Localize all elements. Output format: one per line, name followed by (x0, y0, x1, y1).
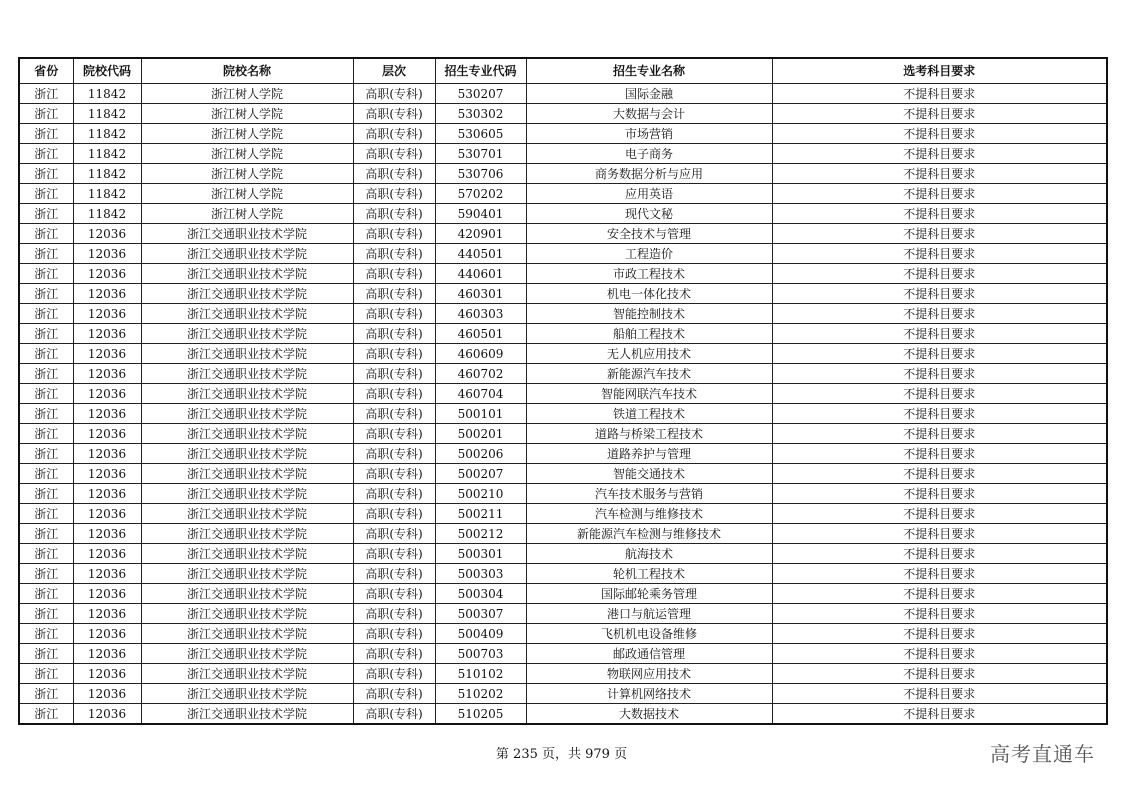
cell-major-code: 500301 (435, 544, 526, 564)
cell-school-name: 浙江交通职业技术学院 (141, 464, 353, 484)
cell-major-code: 530701 (435, 144, 526, 164)
cell-major-name: 安全技术与管理 (526, 224, 772, 244)
table-row (19, 344, 1107, 364)
cell-major-name: 大数据与会计 (526, 104, 772, 124)
header-school-code: 院校代码 (73, 58, 141, 84)
cell-school-code: 12036 (73, 424, 141, 444)
cell-major-code: 500211 (435, 504, 526, 524)
cell-major-name: 航海技术 (526, 544, 772, 564)
cell-major-code: 510202 (435, 684, 526, 704)
cell-school-code: 12036 (73, 244, 141, 264)
cell-school-name: 浙江交通职业技术学院 (141, 524, 353, 544)
cell-major-code: 500409 (435, 624, 526, 644)
header-major-code: 招生专业代码 (435, 58, 526, 84)
cell-level: 高职(专科) (353, 344, 435, 364)
cell-major-name: 市政工程技术 (526, 264, 772, 284)
cell-level: 高职(专科) (353, 164, 435, 184)
cell-level: 高职(专科) (353, 404, 435, 424)
cell-province: 浙江 (19, 484, 73, 504)
cell-school-name: 浙江交通职业技术学院 (141, 404, 353, 424)
cell-school-name: 浙江交通职业技术学院 (141, 384, 353, 404)
cell-subject-requirement: 不提科目要求 (772, 144, 1107, 164)
table-row (19, 644, 1107, 664)
header-major-name: 招生专业名称 (526, 58, 772, 84)
cell-level: 高职(专科) (353, 704, 435, 725)
cell-school-name: 浙江交通职业技术学院 (141, 484, 353, 504)
cell-school-name: 浙江交通职业技术学院 (141, 284, 353, 304)
cell-school-code: 11842 (73, 184, 141, 204)
cell-school-name: 浙江树人学院 (141, 144, 353, 164)
cell-school-name: 浙江交通职业技术学院 (141, 244, 353, 264)
cell-province: 浙江 (19, 244, 73, 264)
cell-school-name: 浙江交通职业技术学院 (141, 604, 353, 624)
cell-major-code: 530706 (435, 164, 526, 184)
cell-major-code: 530605 (435, 124, 526, 144)
table-row (19, 624, 1107, 644)
table-row (19, 564, 1107, 584)
cell-major-name: 汽车检测与维修技术 (526, 504, 772, 524)
cell-school-name: 浙江交通职业技术学院 (141, 644, 353, 664)
cell-subject-requirement: 不提科目要求 (772, 404, 1107, 424)
table-row (19, 104, 1107, 124)
cell-major-name: 电子商务 (526, 144, 772, 164)
cell-school-code: 12036 (73, 464, 141, 484)
cell-school-name: 浙江树人学院 (141, 184, 353, 204)
cell-school-name: 浙江交通职业技术学院 (141, 564, 353, 584)
cell-major-code: 440601 (435, 264, 526, 284)
page-number: 第 235 页，共 979 页 (495, 747, 628, 762)
cell-province: 浙江 (19, 444, 73, 464)
cell-major-code: 510102 (435, 664, 526, 684)
cell-major-code: 500201 (435, 424, 526, 444)
cell-major-code: 500207 (435, 464, 526, 484)
cell-province: 浙江 (19, 504, 73, 524)
cell-level: 高职(专科) (353, 104, 435, 124)
cell-major-code: 590401 (435, 204, 526, 224)
table-row (19, 224, 1107, 244)
table-row (19, 184, 1107, 204)
cell-subject-requirement: 不提科目要求 (772, 584, 1107, 604)
cell-level: 高职(专科) (353, 444, 435, 464)
cell-province: 浙江 (19, 464, 73, 484)
table-row (19, 544, 1107, 564)
table-row (19, 164, 1107, 184)
cell-school-name: 浙江交通职业技术学院 (141, 344, 353, 364)
cell-major-name: 智能网联汽车技术 (526, 384, 772, 404)
cell-school-code: 12036 (73, 524, 141, 544)
cell-province: 浙江 (19, 544, 73, 564)
cell-school-code: 12036 (73, 284, 141, 304)
cell-subject-requirement: 不提科目要求 (772, 544, 1107, 564)
table-row (19, 604, 1107, 624)
cell-province: 浙江 (19, 404, 73, 424)
table-row (19, 304, 1107, 324)
cell-province: 浙江 (19, 424, 73, 444)
cell-school-code: 11842 (73, 144, 141, 164)
cell-level: 高职(专科) (353, 144, 435, 164)
cell-school-code: 12036 (73, 604, 141, 624)
cell-province: 浙江 (19, 384, 73, 404)
cell-province: 浙江 (19, 184, 73, 204)
cell-school-code: 12036 (73, 684, 141, 704)
cell-province: 浙江 (19, 604, 73, 624)
cell-school-name: 浙江交通职业技术学院 (141, 424, 353, 444)
cell-subject-requirement: 不提科目要求 (772, 324, 1107, 344)
cell-province: 浙江 (19, 144, 73, 164)
table-row (19, 324, 1107, 344)
cell-level: 高职(专科) (353, 544, 435, 564)
cell-school-code: 11842 (73, 104, 141, 124)
cell-level: 高职(专科) (353, 204, 435, 224)
cell-level: 高职(专科) (353, 384, 435, 404)
cell-school-code: 12036 (73, 504, 141, 524)
cell-major-code: 530302 (435, 104, 526, 124)
admission-table (18, 57, 1108, 725)
cell-subject-requirement: 不提科目要求 (772, 424, 1107, 444)
cell-major-name: 国际邮轮乘务管理 (526, 584, 772, 604)
cell-school-code: 12036 (73, 444, 141, 464)
cell-major-name: 新能源汽车检测与维修技术 (526, 524, 772, 544)
cell-level: 高职(专科) (353, 524, 435, 544)
cell-subject-requirement: 不提科目要求 (772, 644, 1107, 664)
cell-level: 高职(专科) (353, 124, 435, 144)
cell-level: 高职(专科) (353, 364, 435, 384)
cell-major-code: 500101 (435, 404, 526, 424)
cell-school-code: 11842 (73, 164, 141, 184)
table-body (19, 84, 1107, 725)
cell-province: 浙江 (19, 564, 73, 584)
cell-subject-requirement: 不提科目要求 (772, 284, 1107, 304)
cell-subject-requirement: 不提科目要求 (772, 684, 1107, 704)
cell-subject-requirement: 不提科目要求 (772, 224, 1107, 244)
cell-subject-requirement: 不提科目要求 (772, 344, 1107, 364)
cell-major-name: 机电一体化技术 (526, 284, 772, 304)
cell-major-code: 500304 (435, 584, 526, 604)
cell-subject-requirement: 不提科目要求 (772, 164, 1107, 184)
cell-major-name: 智能交通技术 (526, 464, 772, 484)
cell-level: 高职(专科) (353, 684, 435, 704)
cell-subject-requirement: 不提科目要求 (772, 664, 1107, 684)
cell-school-code: 12036 (73, 304, 141, 324)
cell-province: 浙江 (19, 264, 73, 284)
table-row (19, 684, 1107, 704)
cell-subject-requirement: 不提科目要求 (772, 704, 1107, 725)
cell-school-name: 浙江树人学院 (141, 84, 353, 104)
header-province: 省份 (19, 58, 73, 84)
cell-level: 高职(专科) (353, 284, 435, 304)
cell-province: 浙江 (19, 664, 73, 684)
table-row (19, 464, 1107, 484)
cell-province: 浙江 (19, 324, 73, 344)
cell-school-code: 12036 (73, 704, 141, 725)
cell-subject-requirement: 不提科目要求 (772, 464, 1107, 484)
cell-subject-requirement: 不提科目要求 (772, 484, 1107, 504)
cell-subject-requirement: 不提科目要求 (772, 124, 1107, 144)
cell-major-name: 大数据技术 (526, 704, 772, 725)
cell-level: 高职(专科) (353, 464, 435, 484)
cell-school-name: 浙江树人学院 (141, 124, 353, 144)
cell-subject-requirement: 不提科目要求 (772, 244, 1107, 264)
cell-school-code: 12036 (73, 644, 141, 664)
cell-subject-requirement: 不提科目要求 (772, 104, 1107, 124)
cell-school-name: 浙江交通职业技术学院 (141, 664, 353, 684)
cell-major-code: 460501 (435, 324, 526, 344)
cell-major-name: 现代文秘 (526, 204, 772, 224)
cell-major-name: 计算机网络技术 (526, 684, 772, 704)
cell-school-name: 浙江交通职业技术学院 (141, 364, 353, 384)
cell-province: 浙江 (19, 364, 73, 384)
header-school-name: 院校名称 (141, 58, 353, 84)
cell-province: 浙江 (19, 684, 73, 704)
watermark-text: 高考直通车 (990, 742, 1095, 766)
cell-school-name: 浙江交通职业技术学院 (141, 264, 353, 284)
cell-level: 高职(专科) (353, 644, 435, 664)
cell-major-name: 飞机机电设备维修 (526, 624, 772, 644)
cell-school-code: 12036 (73, 544, 141, 564)
table-row (19, 444, 1107, 464)
cell-level: 高职(专科) (353, 324, 435, 344)
cell-school-name: 浙江交通职业技术学院 (141, 304, 353, 324)
cell-school-name: 浙江交通职业技术学院 (141, 224, 353, 244)
cell-major-code: 500307 (435, 604, 526, 624)
cell-school-name: 浙江树人学院 (141, 164, 353, 184)
cell-subject-requirement: 不提科目要求 (772, 264, 1107, 284)
cell-school-name: 浙江树人学院 (141, 104, 353, 124)
cell-major-name: 应用英语 (526, 184, 772, 204)
cell-major-name: 轮机工程技术 (526, 564, 772, 584)
table-row (19, 204, 1107, 224)
cell-level: 高职(专科) (353, 504, 435, 524)
cell-major-name: 船舶工程技术 (526, 324, 772, 344)
cell-subject-requirement: 不提科目要求 (772, 364, 1107, 384)
cell-school-code: 12036 (73, 264, 141, 284)
cell-province: 浙江 (19, 124, 73, 144)
cell-subject-requirement: 不提科目要求 (772, 604, 1107, 624)
cell-major-name: 国际金融 (526, 84, 772, 104)
cell-major-code: 420901 (435, 224, 526, 244)
table-row (19, 264, 1107, 284)
cell-major-name: 铁道工程技术 (526, 404, 772, 424)
cell-major-code: 500210 (435, 484, 526, 504)
cell-school-code: 12036 (73, 364, 141, 384)
cell-level: 高职(专科) (353, 624, 435, 644)
cell-level: 高职(专科) (353, 484, 435, 504)
cell-major-code: 500303 (435, 564, 526, 584)
header-level: 层次 (353, 58, 435, 84)
table-row (19, 664, 1107, 684)
cell-province: 浙江 (19, 204, 73, 224)
cell-major-code: 510205 (435, 704, 526, 725)
cell-school-code: 12036 (73, 564, 141, 584)
cell-school-name: 浙江树人学院 (141, 204, 353, 224)
cell-school-name: 浙江交通职业技术学院 (141, 584, 353, 604)
table-row (19, 244, 1107, 264)
cell-major-name: 道路与桥梁工程技术 (526, 424, 772, 444)
cell-major-code: 460303 (435, 304, 526, 324)
cell-school-code: 12036 (73, 224, 141, 244)
cell-province: 浙江 (19, 224, 73, 244)
cell-major-code: 500703 (435, 644, 526, 664)
cell-major-code: 460301 (435, 284, 526, 304)
cell-major-name: 新能源汽车技术 (526, 364, 772, 384)
cell-level: 高职(专科) (353, 304, 435, 324)
cell-level: 高职(专科) (353, 84, 435, 104)
table-header-row (19, 58, 1107, 84)
header-subject-requirement: 选考科目要求 (772, 58, 1107, 84)
cell-school-code: 11842 (73, 84, 141, 104)
table-row (19, 384, 1107, 404)
cell-major-name: 商务数据分析与应用 (526, 164, 772, 184)
cell-subject-requirement: 不提科目要求 (772, 524, 1107, 544)
cell-major-name: 无人机应用技术 (526, 344, 772, 364)
cell-school-code: 12036 (73, 664, 141, 684)
cell-school-code: 12036 (73, 404, 141, 424)
cell-major-name: 港口与航运管理 (526, 604, 772, 624)
cell-major-code: 500206 (435, 444, 526, 464)
cell-major-name: 道路养护与管理 (526, 444, 772, 464)
cell-major-name: 邮政通信管理 (526, 644, 772, 664)
cell-province: 浙江 (19, 304, 73, 324)
cell-level: 高职(专科) (353, 224, 435, 244)
cell-subject-requirement: 不提科目要求 (772, 184, 1107, 204)
cell-subject-requirement: 不提科目要求 (772, 504, 1107, 524)
cell-province: 浙江 (19, 104, 73, 124)
cell-school-code: 11842 (73, 124, 141, 144)
cell-level: 高职(专科) (353, 244, 435, 264)
cell-level: 高职(专科) (353, 664, 435, 684)
cell-school-code: 12036 (73, 344, 141, 364)
cell-province: 浙江 (19, 344, 73, 364)
cell-school-name: 浙江交通职业技术学院 (141, 324, 353, 344)
cell-province: 浙江 (19, 644, 73, 664)
cell-major-name: 智能控制技术 (526, 304, 772, 324)
cell-major-code: 530207 (435, 84, 526, 104)
cell-major-code: 570202 (435, 184, 526, 204)
cell-school-code: 12036 (73, 324, 141, 344)
cell-subject-requirement: 不提科目要求 (772, 564, 1107, 584)
cell-level: 高职(专科) (353, 184, 435, 204)
cell-province: 浙江 (19, 284, 73, 304)
cell-province: 浙江 (19, 524, 73, 544)
cell-province: 浙江 (19, 84, 73, 104)
cell-major-name: 物联网应用技术 (526, 664, 772, 684)
cell-major-code: 460609 (435, 344, 526, 364)
cell-school-code: 12036 (73, 384, 141, 404)
cell-major-code: 500212 (435, 524, 526, 544)
table-row (19, 84, 1107, 104)
cell-subject-requirement: 不提科目要求 (772, 204, 1107, 224)
table-row (19, 524, 1107, 544)
cell-school-code: 12036 (73, 484, 141, 504)
cell-major-code: 460704 (435, 384, 526, 404)
cell-province: 浙江 (19, 164, 73, 184)
cell-level: 高职(专科) (353, 424, 435, 444)
cell-subject-requirement: 不提科目要求 (772, 624, 1107, 644)
table-row (19, 704, 1107, 725)
cell-level: 高职(专科) (353, 604, 435, 624)
cell-school-name: 浙江交通职业技术学院 (141, 624, 353, 644)
cell-school-name: 浙江交通职业技术学院 (141, 504, 353, 524)
table-row (19, 404, 1107, 424)
cell-province: 浙江 (19, 584, 73, 604)
cell-level: 高职(专科) (353, 564, 435, 584)
cell-subject-requirement: 不提科目要求 (772, 304, 1107, 324)
cell-school-name: 浙江交通职业技术学院 (141, 704, 353, 725)
cell-level: 高职(专科) (353, 584, 435, 604)
cell-school-name: 浙江交通职业技术学院 (141, 544, 353, 564)
cell-major-name: 市场营销 (526, 124, 772, 144)
cell-province: 浙江 (19, 624, 73, 644)
table-row (19, 484, 1107, 504)
table-row (19, 144, 1107, 164)
cell-subject-requirement: 不提科目要求 (772, 384, 1107, 404)
table-row (19, 124, 1107, 144)
cell-school-code: 11842 (73, 204, 141, 224)
cell-school-code: 12036 (73, 624, 141, 644)
table-row (19, 284, 1107, 304)
table-row (19, 364, 1107, 384)
table-row (19, 424, 1107, 444)
cell-major-name: 工程造价 (526, 244, 772, 264)
table-row (19, 504, 1107, 524)
cell-level: 高职(专科) (353, 264, 435, 284)
cell-school-name: 浙江交通职业技术学院 (141, 444, 353, 464)
table-row (19, 584, 1107, 604)
cell-school-code: 12036 (73, 584, 141, 604)
cell-subject-requirement: 不提科目要求 (772, 84, 1107, 104)
cell-major-code: 440501 (435, 244, 526, 264)
cell-school-name: 浙江交通职业技术学院 (141, 684, 353, 704)
cell-province: 浙江 (19, 704, 73, 725)
cell-subject-requirement: 不提科目要求 (772, 444, 1107, 464)
cell-major-name: 汽车技术服务与营销 (526, 484, 772, 504)
cell-major-code: 460702 (435, 364, 526, 384)
